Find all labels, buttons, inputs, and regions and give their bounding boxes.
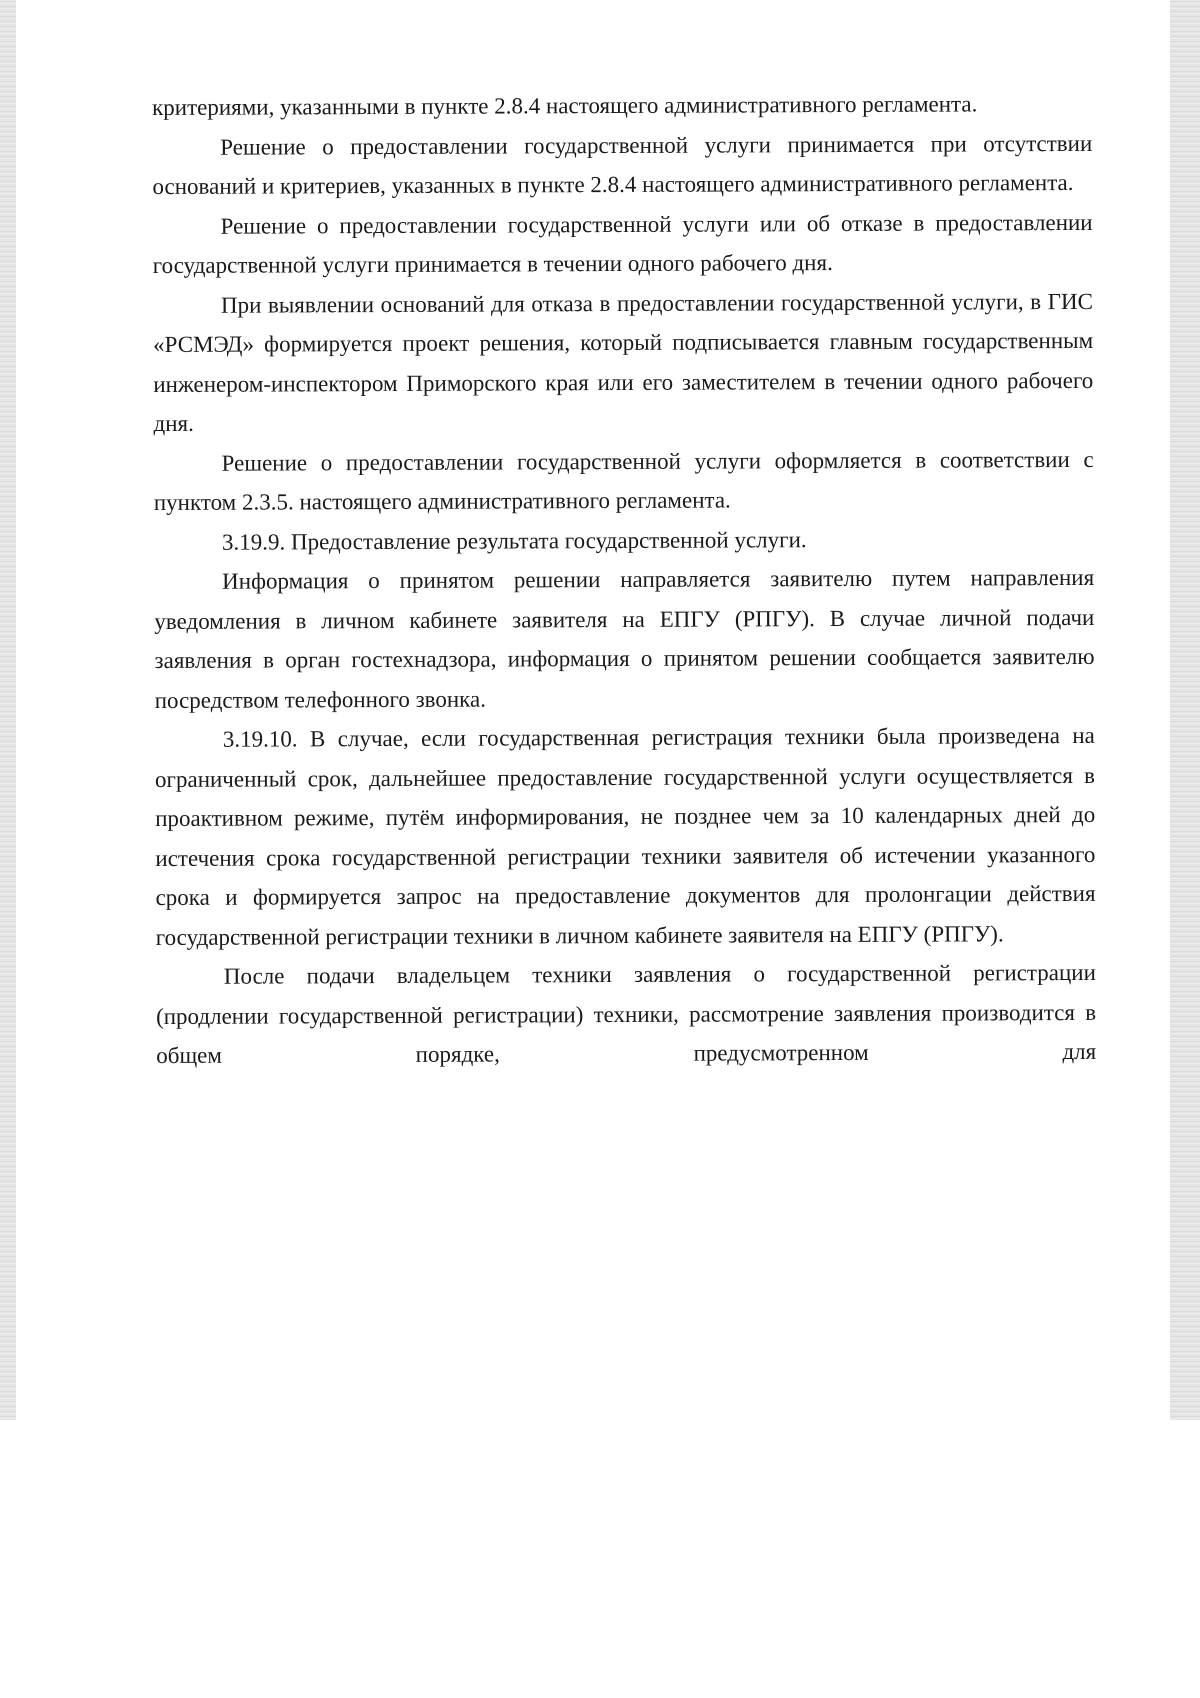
paragraph-4: При выявлении оснований для отказа в предоставлении государственной услуги, в ГИС «РСМЭД» формируется проект решения, который подписывается главным государственным инженером-инспектором Приморского края или его заместителем в течении одного рабочего дня. [153,288,1094,436]
document-page [152,84,1096,1076]
scan-edge-right [1170,0,1200,1420]
paragraph-3: Решение о предоставлении государственной услуги или об отказе в предоставлении государственной услуги принимается в течении одного рабочего дня. [152,209,1093,278]
paragraph-1: критериями, указанными в пункте 2.8.4 настоящего административного регламента. [152,91,978,120]
scan-edge-left [0,0,16,1420]
paragraph-5: Решение о предоставлении государственной услуги оформляется в соответствии с пунктом 2.3.5. настоящего административного регламента. [153,446,1094,515]
paragraph-6: 3.19.9. Предоставление результата государственной услуги. [221,526,807,555]
paragraph-7: Информация о принятом решении направляется заявителю путем направления уведомления в личном кабинете заявителя на ЕПГУ (РПГУ). В случае личной подачи заявления в орган гостехнадзора, информация о принятом решении сообщается заявителю посредством телефонного звонка. [154,564,1095,713]
paragraph-2: Решение о предоставлении государственной услуги принимается при отсутствии оснований и критериев, указанных в пункте 2.8.4 настоящего административного регламента. [152,130,1093,199]
paragraph-8: 3.19.10. В случае, если государственная регистрация техники была произведена на ограниченный срок, дальнейшее предоставление государственной услуги осуществляется в проактивном режиме, путём информирования, не позднее чем за 10 календарных дней до истечения срока государственной регистрации техники заявителя об истечении указанного срока и формируется запрос на предоставление документов для пролонгации действия государственной регистрации техники в личном кабинете заявителя на ЕПГУ (РПГУ). [154,722,1096,950]
paragraph-9: После подачи владельцем техники заявления о государственной регистрации (продлении государственной регистрации) техники, рассмотрение заявления производится в общем порядке, предусмотренном для [155,959,1097,1068]
